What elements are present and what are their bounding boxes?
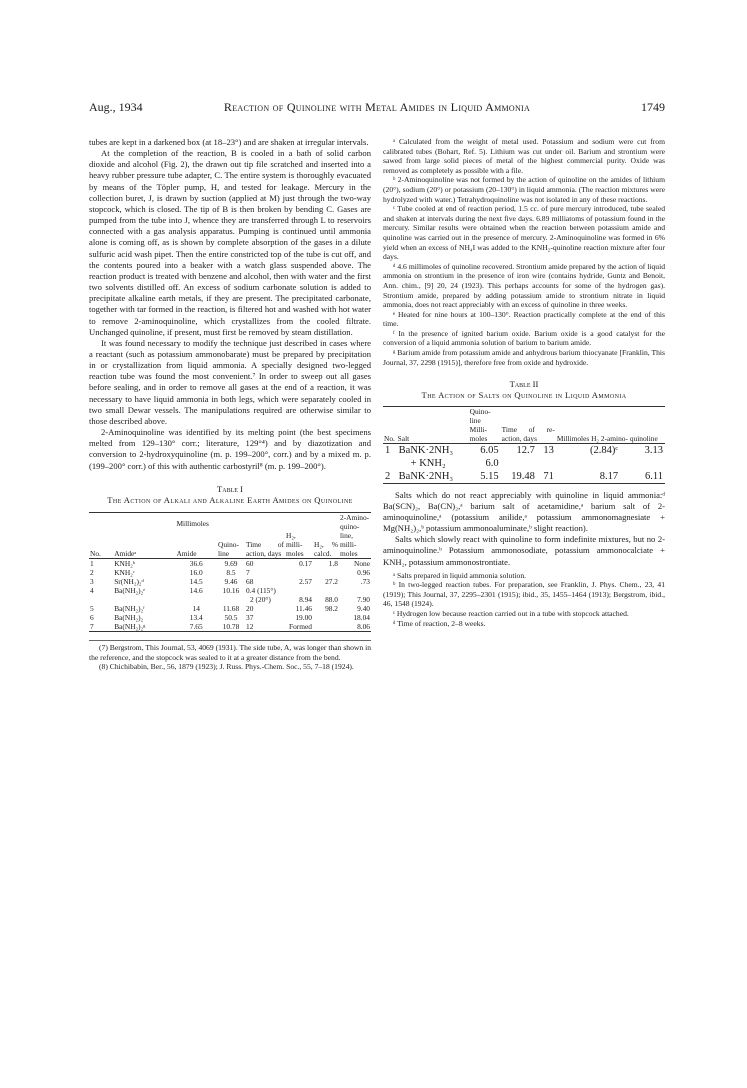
t1-cell: 0.4 (115°) bbox=[246, 586, 276, 595]
t1-cell: 10.78 bbox=[217, 622, 245, 632]
page-number: 1749 bbox=[641, 100, 665, 114]
t1-cell: Ba(NH₂)₂ bbox=[114, 613, 144, 622]
t1-cell bbox=[339, 586, 371, 595]
t1-cell: 1 bbox=[90, 559, 94, 568]
paragraph: tubes are kept in a darkened box (at 18–23°) and are shaken at irregular intervals. bbox=[89, 137, 369, 147]
table-row bbox=[89, 586, 371, 595]
t2-cell bbox=[620, 457, 665, 470]
t1-cell: 9.69 bbox=[224, 559, 238, 568]
t1-cell: 2.57 bbox=[299, 577, 312, 586]
t1-cell: 8.5 bbox=[226, 568, 236, 577]
t2-cell: 8.17 bbox=[556, 470, 620, 484]
t2-cell bbox=[501, 457, 537, 470]
t1-cell: 1.8 bbox=[328, 559, 338, 568]
t1-cell: Ba(NH₂)₂ᶠ bbox=[114, 604, 145, 613]
header-title: Reaction of Quinoline with Metal Amides in Liquid Ammonia bbox=[223, 100, 531, 114]
t1-h-amide-mm: Amide bbox=[175, 528, 217, 558]
t1-cell: 68 bbox=[246, 577, 254, 586]
t2-h-salt: Salt bbox=[397, 406, 469, 443]
t2-cell bbox=[383, 457, 397, 470]
t1-cell: 88.0 bbox=[325, 595, 338, 604]
t2-cell: (2.84)ᶜ bbox=[590, 444, 619, 456]
table-row bbox=[89, 595, 371, 604]
table1-note-f: ᶠ In the presence of ignited barium oxide. Barium oxide is a good catalyst for the conversion of a liquid ammonia solution of barium to barium amide. bbox=[383, 328, 665, 348]
t1-cell: 5 bbox=[90, 604, 94, 613]
t1-cell bbox=[285, 568, 313, 577]
t1-cell: Formed bbox=[285, 622, 313, 632]
t1-cell: 7 bbox=[246, 568, 250, 577]
table-row bbox=[383, 443, 665, 457]
t1-cell: 27.2 bbox=[325, 577, 338, 586]
t1-cell: 20 bbox=[246, 604, 254, 613]
table1-label: Table I bbox=[217, 483, 243, 494]
header-date: Aug., 1934 bbox=[89, 100, 143, 114]
t2-cell: 3.13 bbox=[644, 444, 663, 456]
t2-h-aminoquinoline: 2-amino- quinoline bbox=[600, 433, 658, 443]
t1-cell: 7.90 bbox=[357, 595, 370, 604]
t1-cell bbox=[313, 613, 339, 622]
t2-cell: 6.0 bbox=[485, 457, 499, 469]
t2-cell: 6.05 bbox=[480, 444, 499, 456]
paragraph: It was found necessary to modify the technique just described in cases where a reactant (such as potassium ammonobarate) must be prepared by precipitation in or crystallization from liquid ammonia. A specially designed two-legged reaction tube was found the most convenient.⁷ In order to sweep out all gases before sealing, and in order to remove all gases at the end of a reaction, it was necessary to have liquid ammonia in both legs, which were separately cooled in two small Dewar vessels. The manipulations required are otherwise similar to those described above. bbox=[89, 337, 371, 426]
t1-cell: 8.94 bbox=[299, 595, 312, 604]
t1-h-quinoline: Quino- line bbox=[217, 528, 245, 558]
t1-h-time: Time of action, days bbox=[245, 513, 285, 559]
t1-cell: 13.4 bbox=[189, 613, 203, 622]
t1-cell: 11.46 bbox=[295, 604, 312, 613]
t1-cell: Ba(NH₂)₂ᵉ bbox=[114, 586, 146, 595]
table2-label: Table II bbox=[509, 379, 539, 390]
t2-cell: 5.15 bbox=[469, 470, 501, 484]
t1-cell: Sr(NH₂)₂ᵈ bbox=[114, 577, 144, 586]
table-row bbox=[89, 613, 371, 622]
t2-h-quinoline: Quino- line Milli- moles bbox=[469, 406, 501, 443]
t2-cell: 6.11 bbox=[620, 470, 665, 484]
t1-h-millimoles: Millimoles bbox=[175, 513, 245, 529]
t2-cell: 19.48 bbox=[501, 470, 537, 484]
t1-cell: KNH₂ᵇ bbox=[114, 559, 136, 568]
t1-cell: 14.5 bbox=[189, 577, 203, 586]
t1-cell: 10.16 bbox=[222, 586, 240, 595]
table2-note-a: ᵃ Salts prepared in liquid ammonia solution. bbox=[393, 570, 527, 580]
running-header bbox=[89, 100, 665, 116]
table1-title: The Action of Alkali and Alkaline Earth Amides on Quinoline bbox=[107, 494, 353, 505]
t1-cell bbox=[175, 595, 217, 604]
t2-cell: BaNK·2NH₃ bbox=[398, 444, 454, 456]
t2-cell: 1 bbox=[385, 444, 391, 456]
t1-cell: Ba(NH₂)₂ᵍ bbox=[113, 622, 175, 632]
t1-cell: 3 bbox=[90, 577, 94, 586]
t1-cell: 9.46 bbox=[224, 577, 238, 586]
table-row bbox=[89, 622, 371, 632]
t1-cell bbox=[113, 595, 175, 604]
t1-cell: 14 bbox=[192, 604, 200, 613]
t2-h-no: No. bbox=[383, 406, 397, 443]
t2-cell: 13 bbox=[543, 444, 554, 456]
t1-cell bbox=[313, 622, 339, 632]
t1-cell: 9.40 bbox=[357, 604, 370, 613]
table-row bbox=[383, 457, 665, 470]
t1-cell: 6 bbox=[90, 613, 94, 622]
table1 bbox=[89, 512, 371, 632]
t2-cell bbox=[556, 457, 620, 470]
t1-h-aminoquinoline: 2-Amino- quino- line, milli- moles bbox=[340, 513, 370, 558]
table2-note-d: ᵈ Time of reaction, 2–8 weeks. bbox=[393, 618, 486, 628]
table2-note-c: ᶜ Hydrogen low because reaction carried out in a tube with stopcock attached. bbox=[393, 609, 629, 619]
t1-cell: 19.00 bbox=[295, 613, 312, 622]
table1-note-e: ᵉ Heated for nine hours at 100–130°. Reaction practically complete at the end of this time. bbox=[383, 309, 665, 329]
t1-h-h2pct: H₂, % calcd. bbox=[313, 513, 339, 559]
table1-note-a: ᵃ Calculated from the weight of metal used. Potassium and sodium were cut from calibrated tubes (Bohart, Ref. 5). Lithium was cut under oil. Barium and strontium were sawed from large solid pieces of metal of the highest commercial purity. Oxide was removed as completely as possible with a file. bbox=[383, 137, 665, 175]
table-row bbox=[89, 604, 371, 613]
t2-h-millimoles bbox=[556, 406, 665, 443]
t1-cell: None bbox=[353, 559, 370, 568]
t1-cell bbox=[313, 586, 339, 595]
t2-cell: 12.7 bbox=[516, 444, 535, 456]
t1-cell: 12 bbox=[245, 622, 285, 632]
t1-cell: .73 bbox=[360, 577, 370, 586]
table1-note-c: ᶜ Tube cooled at end of reaction period, 1.5 cc. of pure mercury introduced, tube sealed and shaken at intervals during the next five days. 6.89 milliatoms of potassium found in the mercury. Similar results were obtained when the reaction between potassium amide and quinoline was carried out in the presence of mercury. 2-Aminoquinoline was formed in 6% yield when an excess of NH₄I was added to the KNH₂-quinoline reaction mixture after four days. bbox=[383, 204, 665, 262]
t1-cell: 2 (20°) bbox=[250, 595, 271, 604]
paragraph: 2-Aminoquinoline was identified by its melting point (the best specimens melted from 129–130° corr.; literature, 129°⁴) and by diazotization and conversion to 2-hydroxyquinoline (m. p. 199–200°, corr.) and by a mixed m. p. (199–200° corr.) of this with authentic carbostyril⁸ (m. p. 199–200°). bbox=[89, 427, 371, 471]
footnote-8: (8) Chichibabin, Ber., 56, 1879 (1923); J. Russ. Phys.-Chem. Soc., 55, 7–18 (1924). bbox=[99, 662, 354, 672]
table1-note-g: ᵍ Barium amide from potassium amide and anhydrous barium thiocyanate [Franklin, This Journal, 37, 2298 (1915)], therefore free from oxide and hydroxide. bbox=[383, 348, 665, 367]
t1-cell: 8.06 bbox=[339, 622, 371, 632]
t2-cell: 2 bbox=[383, 470, 397, 484]
t1-cell: 2 bbox=[90, 568, 94, 577]
table1-note-b: ᵇ 2-Aminoquinoline was not formed by the action of quinoline on the amides of lithium (20°), sodium (20°) or potassium (20–130°) in liquid ammonia. (The reaction mixtures were hydrolyzed with water.) Tetrahydroquinoline was not isolated in any of these reactions. bbox=[383, 175, 665, 204]
t1-cell: 16.0 bbox=[189, 568, 203, 577]
paragraph: At the completion of the reaction, B is cooled in a bath of solid carbon dioxide and alcohol (Fig. 2), the drawn out tip file scratched and inserted into a heavy rubber pressure tube adapter, C. The entire system is thoroughly evacuated by means of the Töpler pump, H, and tested for leakage. Mercury in the collection buret, J, is drawn by suction (applied at M) just through the two-way stopcock, which is closed. The tip of B is then broken by bending C. Gases are pumped from the tube into J, whence they are transferred through L to reservoirs connected with a gas analysis apparatus. Pumping is continued until ammonia alone is coming off, as is shown by complete absorption of the gases in a dilute sulfuric acid wash pipet. Then the entire constricted top of the tube is cut off, and the contents poured into a beaker with a watch glass suspended above. The reaction product is treated with benzene and alcohol, then with water and the first two solvents distilled off. An excess of sodium carbonate solution is added to precipitate alkaline earth metals, if they are present. The precipitated carbonate, together with tar formed in the reaction, is filtered hot and washed with hot water to remove 2-aminoquinoline, which crystallizes from the cooled filtrate. Unchanged quinoline, if present, must first be removed by steam distillation. bbox=[89, 148, 371, 337]
paragraph: Salts which slowly react with quinoline to form indefinite mixtures, but no 2-aminoquinoline.ᵇ Potassium ammonosodiate, potassium ammonocalciate + KNH₂, potassium ammonostrontiate. bbox=[383, 534, 665, 567]
t1-h-amide: Amideᵃ bbox=[113, 513, 175, 559]
t1-cell: 0.17 bbox=[299, 559, 312, 568]
t2-h-h2: Millimoles H₂ bbox=[556, 433, 600, 443]
table-row bbox=[89, 559, 371, 569]
t1-cell: 36.6 bbox=[189, 559, 203, 568]
t1-h-no: No. bbox=[89, 513, 113, 559]
table-row bbox=[89, 568, 371, 577]
table2 bbox=[383, 406, 665, 484]
t1-cell: 37 bbox=[246, 613, 254, 622]
t2-cell: 71 bbox=[537, 470, 556, 484]
t1-cell bbox=[89, 595, 113, 604]
table-row bbox=[89, 577, 371, 586]
t1-cell: 11.68 bbox=[222, 604, 240, 613]
t1-h-h2: H₂, milli- moles bbox=[285, 513, 313, 559]
footnote-7: (7) Bergstrom, This Journal, 53, 4069 (1931). The side tube, A, was longer than shown in the reference, and the stopcock was sealed to it at a greater distance from the bend. bbox=[89, 643, 371, 662]
t1-cell bbox=[313, 568, 339, 577]
t1-cell: 7 bbox=[89, 622, 113, 632]
table1-note-d: ᵈ 4.6 millimoles of quinoline recovered. Strontium amide prepared by the action of liquid ammonia on strontium in the presence of iron wire (contains hydride, Guntz and Benoit, Ann. chim., [9] 20, 24 (1923). This perhaps accounts for some of the hydrogen gas). Strontium amide, prepared by adding potassium amide to strontium nitrate in liquid ammonia, does not react appreciably with an excess of quinoline in three weeks. bbox=[383, 261, 665, 310]
t2-cell: + KNH₂ bbox=[410, 457, 446, 469]
t1-cell: 14.6 bbox=[189, 586, 203, 595]
table-row bbox=[383, 470, 665, 484]
t1-cell: 98.2 bbox=[325, 604, 338, 613]
t1-cell: 50.5 bbox=[224, 613, 238, 622]
t1-cell: KNH₂ᶜ bbox=[114, 568, 135, 577]
t1-cell: 18.04 bbox=[353, 613, 370, 622]
right-column bbox=[383, 137, 665, 628]
left-footnotes bbox=[89, 640, 371, 672]
t2-h-time: Time of re- action, days bbox=[501, 406, 556, 443]
t1-cell: 4 bbox=[90, 586, 94, 595]
t1-cell bbox=[217, 595, 245, 604]
table2-note-b: ᵇ In two-legged reaction tubes. For preparation, see Franklin, J. Phys. Chem., 23, 41 (1919); This Journal, 37, 2295–2301 (1915); ibid., 35, 1455–1464 (1913); Bergstrom, ibid., 46, 1548 (1924). bbox=[383, 580, 665, 609]
paragraph: Salts which do not react appreciably with quinoline in liquid ammonia:ᵈ Ba(SCN)₂, Ba(CN)₂,ᵃ barium salt of acetamidine,ᵃ barium salt of 2-aminoquinoline,ᵃ (potassium anilide,ᵃ potassium ammonomagnesiate + Mg(NH₂)₂,ᵇ potassium ammonoaluminate,ᵇ slight reaction). bbox=[383, 489, 665, 534]
t1-cell bbox=[285, 586, 313, 595]
left-column bbox=[89, 137, 371, 672]
t2-cell bbox=[537, 457, 556, 470]
table2-title: The Action of Salts on Quinoline in Liquid Ammonia bbox=[421, 390, 627, 401]
t2-cell: BaNK·2NH₃ bbox=[397, 470, 469, 484]
t1-cell: 0.96 bbox=[357, 568, 370, 577]
t1-cell: 7.65 bbox=[175, 622, 217, 632]
t1-cell: 60 bbox=[246, 559, 254, 568]
